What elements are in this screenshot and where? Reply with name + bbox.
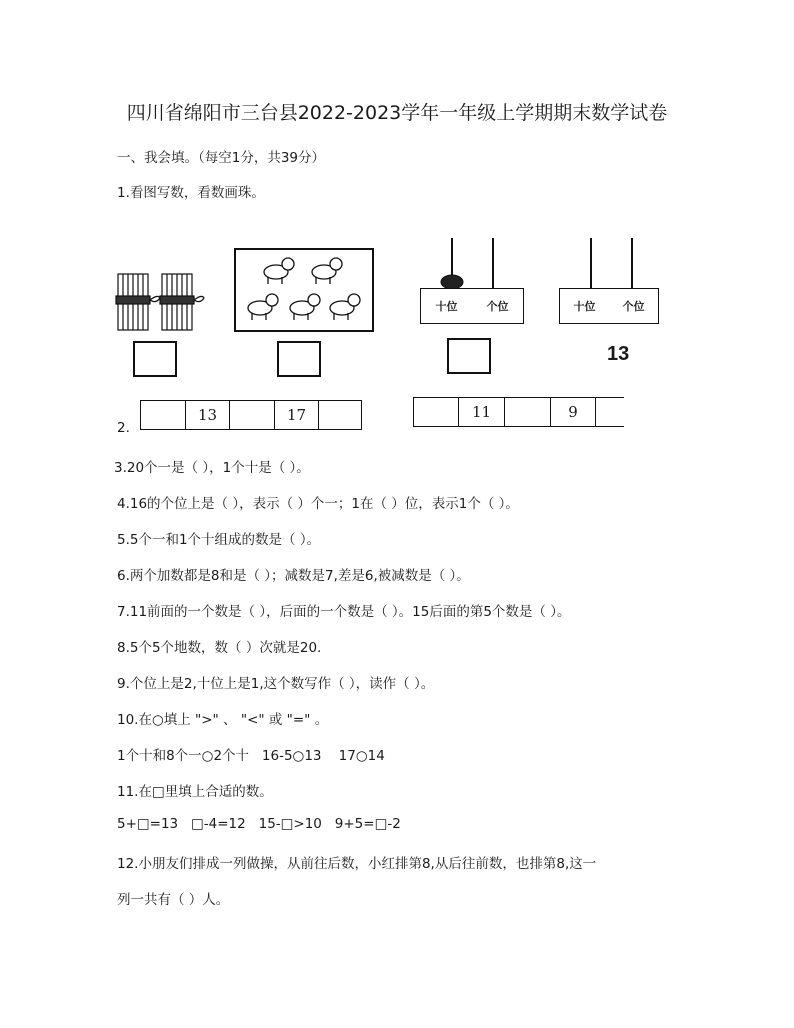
strip-cell: 13 — [186, 401, 230, 429]
strip-cell[interactable] — [141, 401, 186, 429]
answer-box[interactable] — [277, 341, 321, 377]
question-10: 10.在○填上 ">" 、 "<" 或 "=" 。 — [117, 712, 329, 728]
tens-label: 十位 — [573, 300, 596, 313]
strip-cell[interactable] — [319, 401, 361, 429]
page-title: 四川省绵阳市三台县2022-2023学年一年级上学期期末数学试卷 — [126, 102, 668, 124]
ones-label: 个位 — [486, 300, 509, 313]
question-11: 11.在□里填上合适的数。 — [117, 784, 273, 800]
question-10-items: 1个十和8个一○2个十 16-5○13 17○14 — [117, 748, 385, 764]
question-7: 7.11前面的一个数是（ ），后面的一个数是（ ）。15后面的第5个数是（ ）。 — [117, 604, 571, 620]
stick-bundles-figure — [110, 268, 210, 334]
abacus-frame — [559, 288, 659, 324]
abacus-frame — [420, 288, 524, 324]
tens-label: 十位 — [435, 300, 458, 313]
question-6: 6.两个加数都是8和是（ ）；减数是7,差是6,被减数是（ ）。 — [117, 568, 470, 584]
strip-cell: 9 — [551, 398, 596, 426]
answer-box[interactable] — [133, 341, 177, 377]
question-5: 5.5个一和1个十组成的数是（ ）。 — [117, 532, 321, 548]
question-4: 4.16的个位上是（ ），表示（ ）个一；1在（ ）位，表示1个（ ）。 — [117, 496, 519, 512]
section-heading: 一、我会填。（每空1分，共39分） — [117, 150, 326, 166]
strip-cell[interactable] — [230, 401, 275, 429]
strip-cell[interactable] — [596, 398, 624, 426]
abacus-target-number: 13 — [607, 343, 630, 365]
abacus-rod-tens — [590, 238, 592, 288]
question-12-line1: 12.小朋友们排成一列做操，从前往后数，小红排第8,从后往前数，也排第8,这一 — [117, 856, 597, 872]
question-2-label: 2. — [117, 420, 130, 436]
question-1: 1.看图写数，看数画珠。 — [117, 185, 265, 201]
question-8: 8.5个5个地数，数（ ）次就是20. — [117, 640, 322, 656]
abacus-rod-ones — [631, 238, 633, 288]
abacus-rod-ones — [492, 238, 494, 288]
question-11-items: 5+□=13 □-4=12 15-□>10 9+5=□-2 — [117, 816, 401, 832]
question-9: 9.个位上是2,十位上是1,这个数写作（ ），读作（ ）。 — [117, 676, 435, 692]
ones-label: 个位 — [622, 300, 645, 313]
question-12-line2: 列一共有（ ）人。 — [117, 892, 230, 908]
strip-cell[interactable] — [414, 398, 459, 426]
strip-cell: 11 — [459, 398, 505, 426]
number-strip-2 — [413, 397, 624, 427]
strip-cell: 17 — [275, 401, 319, 429]
strip-cell[interactable] — [505, 398, 551, 426]
dogs-figure — [234, 248, 374, 332]
number-strip-1 — [140, 400, 362, 430]
question-3: 3.20个一是（ ），1个十是（ ）。 — [114, 460, 310, 476]
answer-box[interactable] — [447, 338, 491, 374]
stick-bundle-icon — [116, 274, 160, 330]
stick-bundle-icon — [160, 274, 204, 330]
